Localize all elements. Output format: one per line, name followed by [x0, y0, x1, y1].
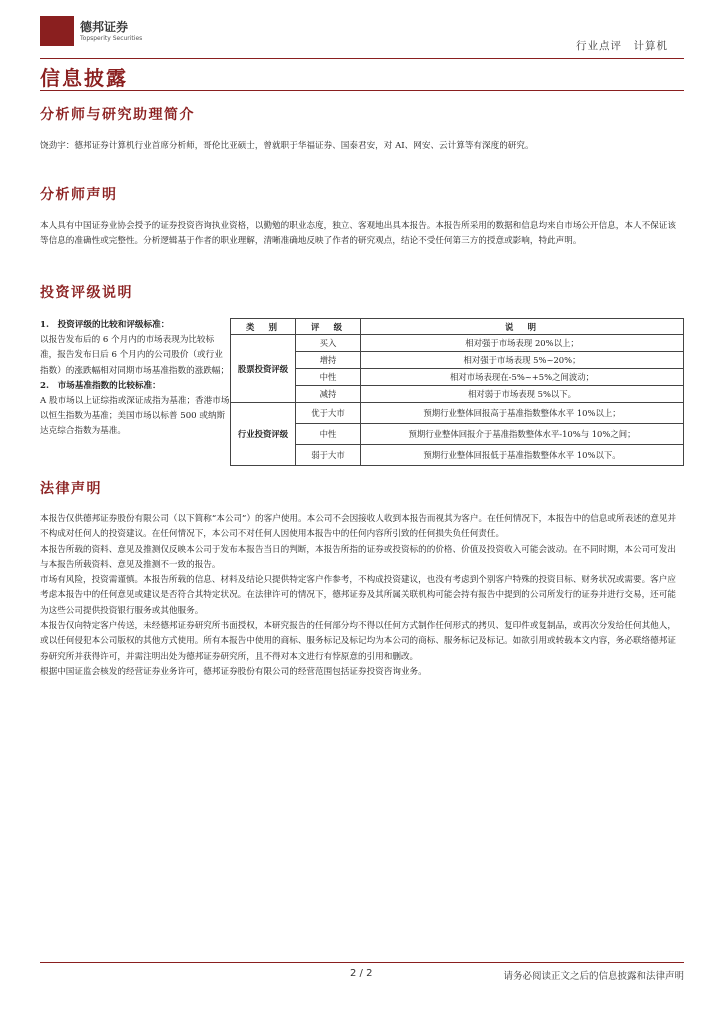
- logo-english-name: Topsperity Securities: [80, 35, 143, 42]
- rating-criteria-heading-2: 2. 市场基准指数的比较标准：: [40, 380, 161, 391]
- table-row: [231, 335, 684, 352]
- table-row: [231, 369, 684, 386]
- rating-description: 预期行业整体回报低于基准指数整体水平 10%以下。: [361, 445, 684, 466]
- rating-description: 预期行业整体回报高于基准指数整体水平 10%以上；: [361, 403, 684, 424]
- rating-heading: 投资评级说明: [40, 285, 133, 301]
- legal-paragraph: 根据中国证监会核发的经营证券业务许可，德邦证券股份有限公司的经营范围包括证券投资咨询业务。: [40, 666, 427, 677]
- rating-level: 优于大市: [296, 403, 361, 424]
- analyst-statement-heading: 分析师声明: [40, 187, 118, 203]
- rating-description: 相对弱于市场表现 5%以下。: [361, 386, 684, 403]
- column-header-category: 类 别: [231, 319, 296, 335]
- stock-rating-group: 股票投资评级: [231, 335, 296, 403]
- rating-description: 相对市场表现在-5%~+5%之间波动；: [361, 369, 684, 386]
- industry-rating-group: 行业投资评级: [231, 403, 296, 466]
- rating-criteria-heading-1: 1. 投资评级的比较和评级标准：: [40, 320, 170, 330]
- legal-paragraph: 本报告仅供德邦证券股份有限公司（以下简称“本公司”）的客户使用。本公司不会因接收人收到本报告而视其为客户。在任何情况下，本报告中的信息或所表述的意见并不构成对任何人的投资建议。在任何情况下，本公司不对任何人因使用本报告中的任何内容所引致的任何损失负任何责任。: [40, 514, 677, 540]
- rating-level: 减持: [296, 386, 361, 403]
- table-row: [231, 352, 684, 369]
- footer-divider: [40, 962, 684, 963]
- legal-paragraph: 本报告仅向特定客户传送，未经德邦证券研究所书面授权，本研究报告的任何部分均不得以任何方式制作任何形式的拷贝、复印件或复制品，或再次分发给任何其他人，或以任何侵犯本公司版权的其他方式使用。所有本报告中使用的商标、服务标记及标记均为本公司的商标、服务标记及标记。如欲引用或转载本文内容，务必联络德邦证券研究所并获得许可，并需注明出处为德邦证券研究所，且不得对本文进行有悖原意的引用和删改。: [40, 621, 676, 662]
- analyst-statement-text: 本人具有中国证券业协会授予的证券投资咨询执业资格，以勤勉的职业态度，独立、客观地出具本报告。本报告所采用的数据和信息均来自市场公开信息，本人不保证该等信息的准确性或完整性。分析逻辑基于作者的职业理解，清晰准确地反映了作者的研究观点，结论不受任何第三方的授意或影响，特此声明。: [40, 221, 676, 246]
- legal-heading: 法律声明: [40, 481, 102, 497]
- company-logo: [40, 14, 160, 50]
- table-row: [231, 386, 684, 403]
- table-header-row: [231, 319, 684, 335]
- rating-level: 买入: [296, 335, 361, 352]
- rating-level: 中性: [296, 369, 361, 386]
- rating-level: 弱于大市: [296, 445, 361, 466]
- rating-level: 增持: [296, 352, 361, 369]
- logo-name: 德邦证券: [80, 20, 129, 34]
- legal-statement: [40, 512, 684, 680]
- table-row: [231, 445, 684, 466]
- rating-level: 中性: [296, 424, 361, 445]
- footer-disclaimer: 请务必阅读正文之后的信息披露和法律声明: [503, 971, 684, 982]
- header-divider: [40, 58, 684, 59]
- rating-description: 相对强于市场表现 20%以上；: [361, 335, 684, 352]
- legal-paragraph: 市场有风险，投资需谨慎。本报告所载的信息、材料及结论只提供特定客户作参考，不构成投资建议，也没有考虑到个别客户特殊的投资目标、财务状况或需要。客户应考虑本报告中的任何意见或建议是否符合其特定状况。在法律许可的情况下，德邦证券及其所属关联机构可能会持有报告中提到的公司所发行的证券并进行交易，还可能为这些公司提供投资银行服务或其他服务。: [40, 575, 676, 616]
- page-title: 信息披露: [40, 66, 128, 90]
- rating-criteria-text-2: A 股市场以上证综指或深证成指为基准；香港市场以恒生指数为基准；美国市场以标普 500 或纳斯达克综合指数为基准。: [40, 396, 230, 437]
- rating-table: [230, 318, 684, 466]
- table-row: [231, 424, 684, 445]
- page-number: 2 / 2: [350, 968, 373, 979]
- rating-criteria: [40, 318, 230, 440]
- column-header-description: 说 明: [361, 319, 684, 335]
- analyst-intro-heading: 分析师与研究助理简介: [40, 107, 195, 123]
- title-divider: [40, 90, 684, 91]
- rating-description: 相对强于市场表现 5%~20%；: [361, 352, 684, 369]
- rating-criteria-text-1: 以报告发布后的 6 个月内的市场表现为比较标准，报告发布日后 6 个月内的公司股价（或行业指数）的涨跌幅相对同期市场基准指数的涨跌幅；: [40, 335, 230, 376]
- page-header: [40, 14, 684, 60]
- column-header-rating: 评 级: [296, 319, 361, 335]
- table-row: [231, 403, 684, 424]
- rating-description: 预期行业整体回报介于基准指数整体水平-10%与 10%之间；: [361, 424, 684, 445]
- report-category: 行业点评 计算机: [576, 40, 668, 52]
- analyst-intro-text: 饶劲宇：德邦证券计算机行业首席分析师，哥伦比亚硕士，曾就职于华福证券、国泰君安，对 AI、网安、云计算等有深度的研究。: [40, 141, 534, 151]
- legal-paragraph: 本报告所载的资料、意见及推测仅反映本公司于发布本报告当日的判断，本报告所指的证券或投资标的的价格、价值及投资收入可能会波动。在不同时期，本公司可发出与本报告所载资料、意见及推测不一致的报告。: [40, 544, 676, 570]
- logo-mark-icon: [40, 16, 74, 46]
